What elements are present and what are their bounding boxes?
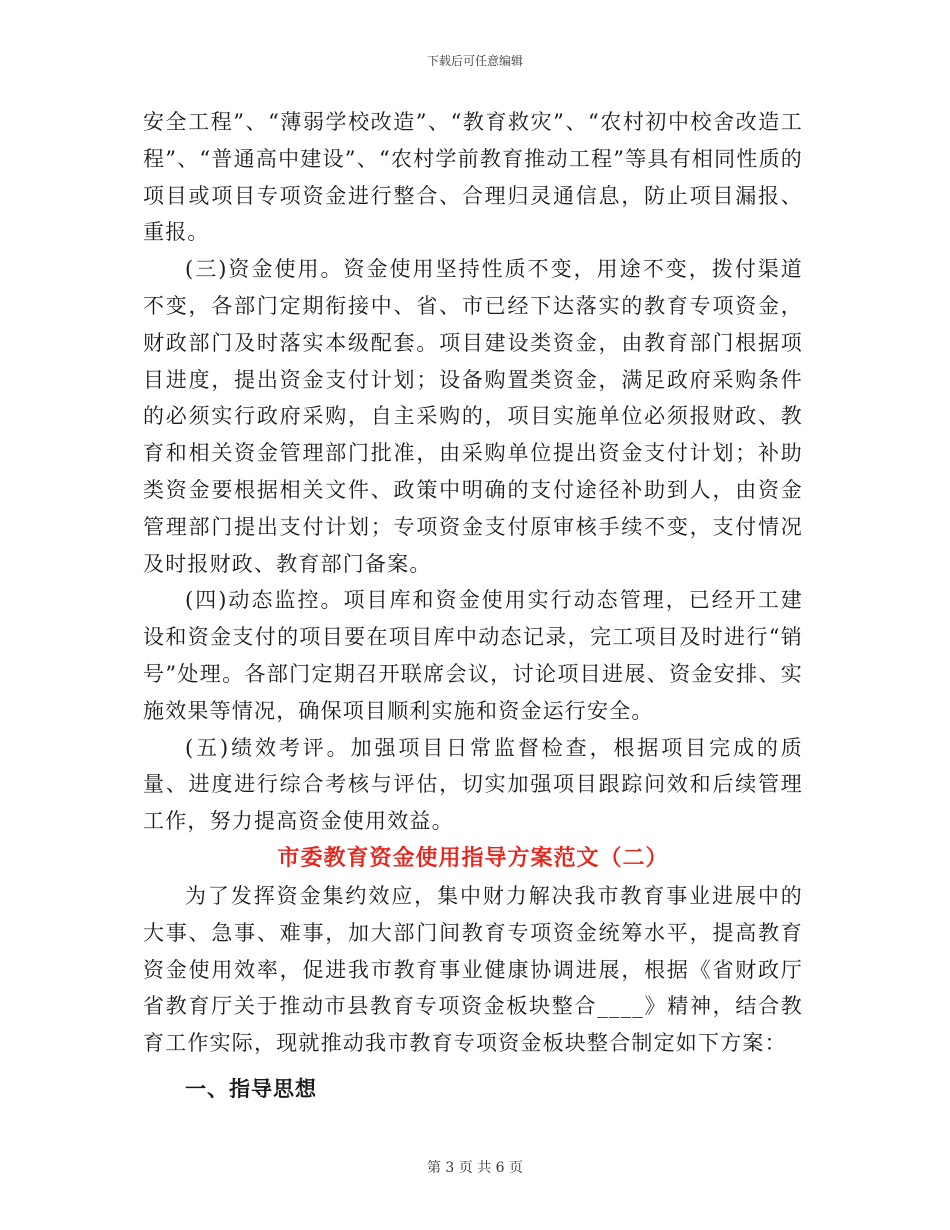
paragraph-continuation: 安全工程”、“薄弱学校改造”、“教育救灾”、“农村初中校舍改造工程”、“普通高中建设”、“农村学前教育推动工程”等具有相同性质的项目或项目专项资金进行整合、合理归灵通信息，防止项目漏报、重报。	[143, 110, 803, 245]
document-body	[143, 104, 803, 1108]
paragraph-fund-usage: (三)资金使用。资金使用坚持性质不变，用途不变，拨付渠道不变，各部门定期衔接中、省、市已经下达落实的教育专项资金，财政部门及时落实本级配套。项目建设类资金，由教育部门根据项目进度，提出资金支付计划；设备购置类资金，满足政府采购条件的必须实行政府采购，自主采购的，项目实施单位必须报财政、教育和相关资金管理部门批准，由采购单位提出资金支付计划；补助类资金要根据相关文件、政策中明确的支付途径补助到人，由资金管理部门提出支付计划；专项资金支付原审核手续不变，支付情况及时报财政、教育部门备案。	[143, 257, 803, 576]
section-title: 市委教育资金使用指导方案范文（二）	[277, 845, 669, 871]
paragraph-intro: 为了发挥资金集约效应，集中财力解决我市教育事业进展中的大事、急事、难事，加大部门间教育专项资金统筹水平，提高教育资金使用效率，促进我市教育事业健康协调进展，根据《省财政厅省教育厅关于推动市县教育专项资金板块整合____》精神，结合教育工作实际，现就推动我市教育专项资金板块整合制定如下方案：	[143, 883, 803, 1056]
page-header: 下载后可任意编辑	[426, 54, 523, 68]
page-footer: 第 3 页 共 6 页	[426, 1160, 524, 1176]
paragraph-performance-evaluation: (五)绩效考评。加强项目日常监督检查，根据项目完成的质量、进度进行综合考核与评估，切实加强项目跟踪问效和后续管理工作，努力提高资金使用效益。	[143, 735, 803, 834]
paragraph-dynamic-monitoring: (四)动态监控。项目库和资金使用实行动态管理，已经开工建设和资金支付的项目要在项目库中动态记录，完工项目及时进行“销号”处理。各部门定期召开联席会议，讨论项目进展、资金安排、实施效果等情况，确保项目顺利实施和资金运行安全。	[143, 588, 803, 723]
heading-guiding-ideology: 一、指导思想	[185, 1076, 317, 1101]
